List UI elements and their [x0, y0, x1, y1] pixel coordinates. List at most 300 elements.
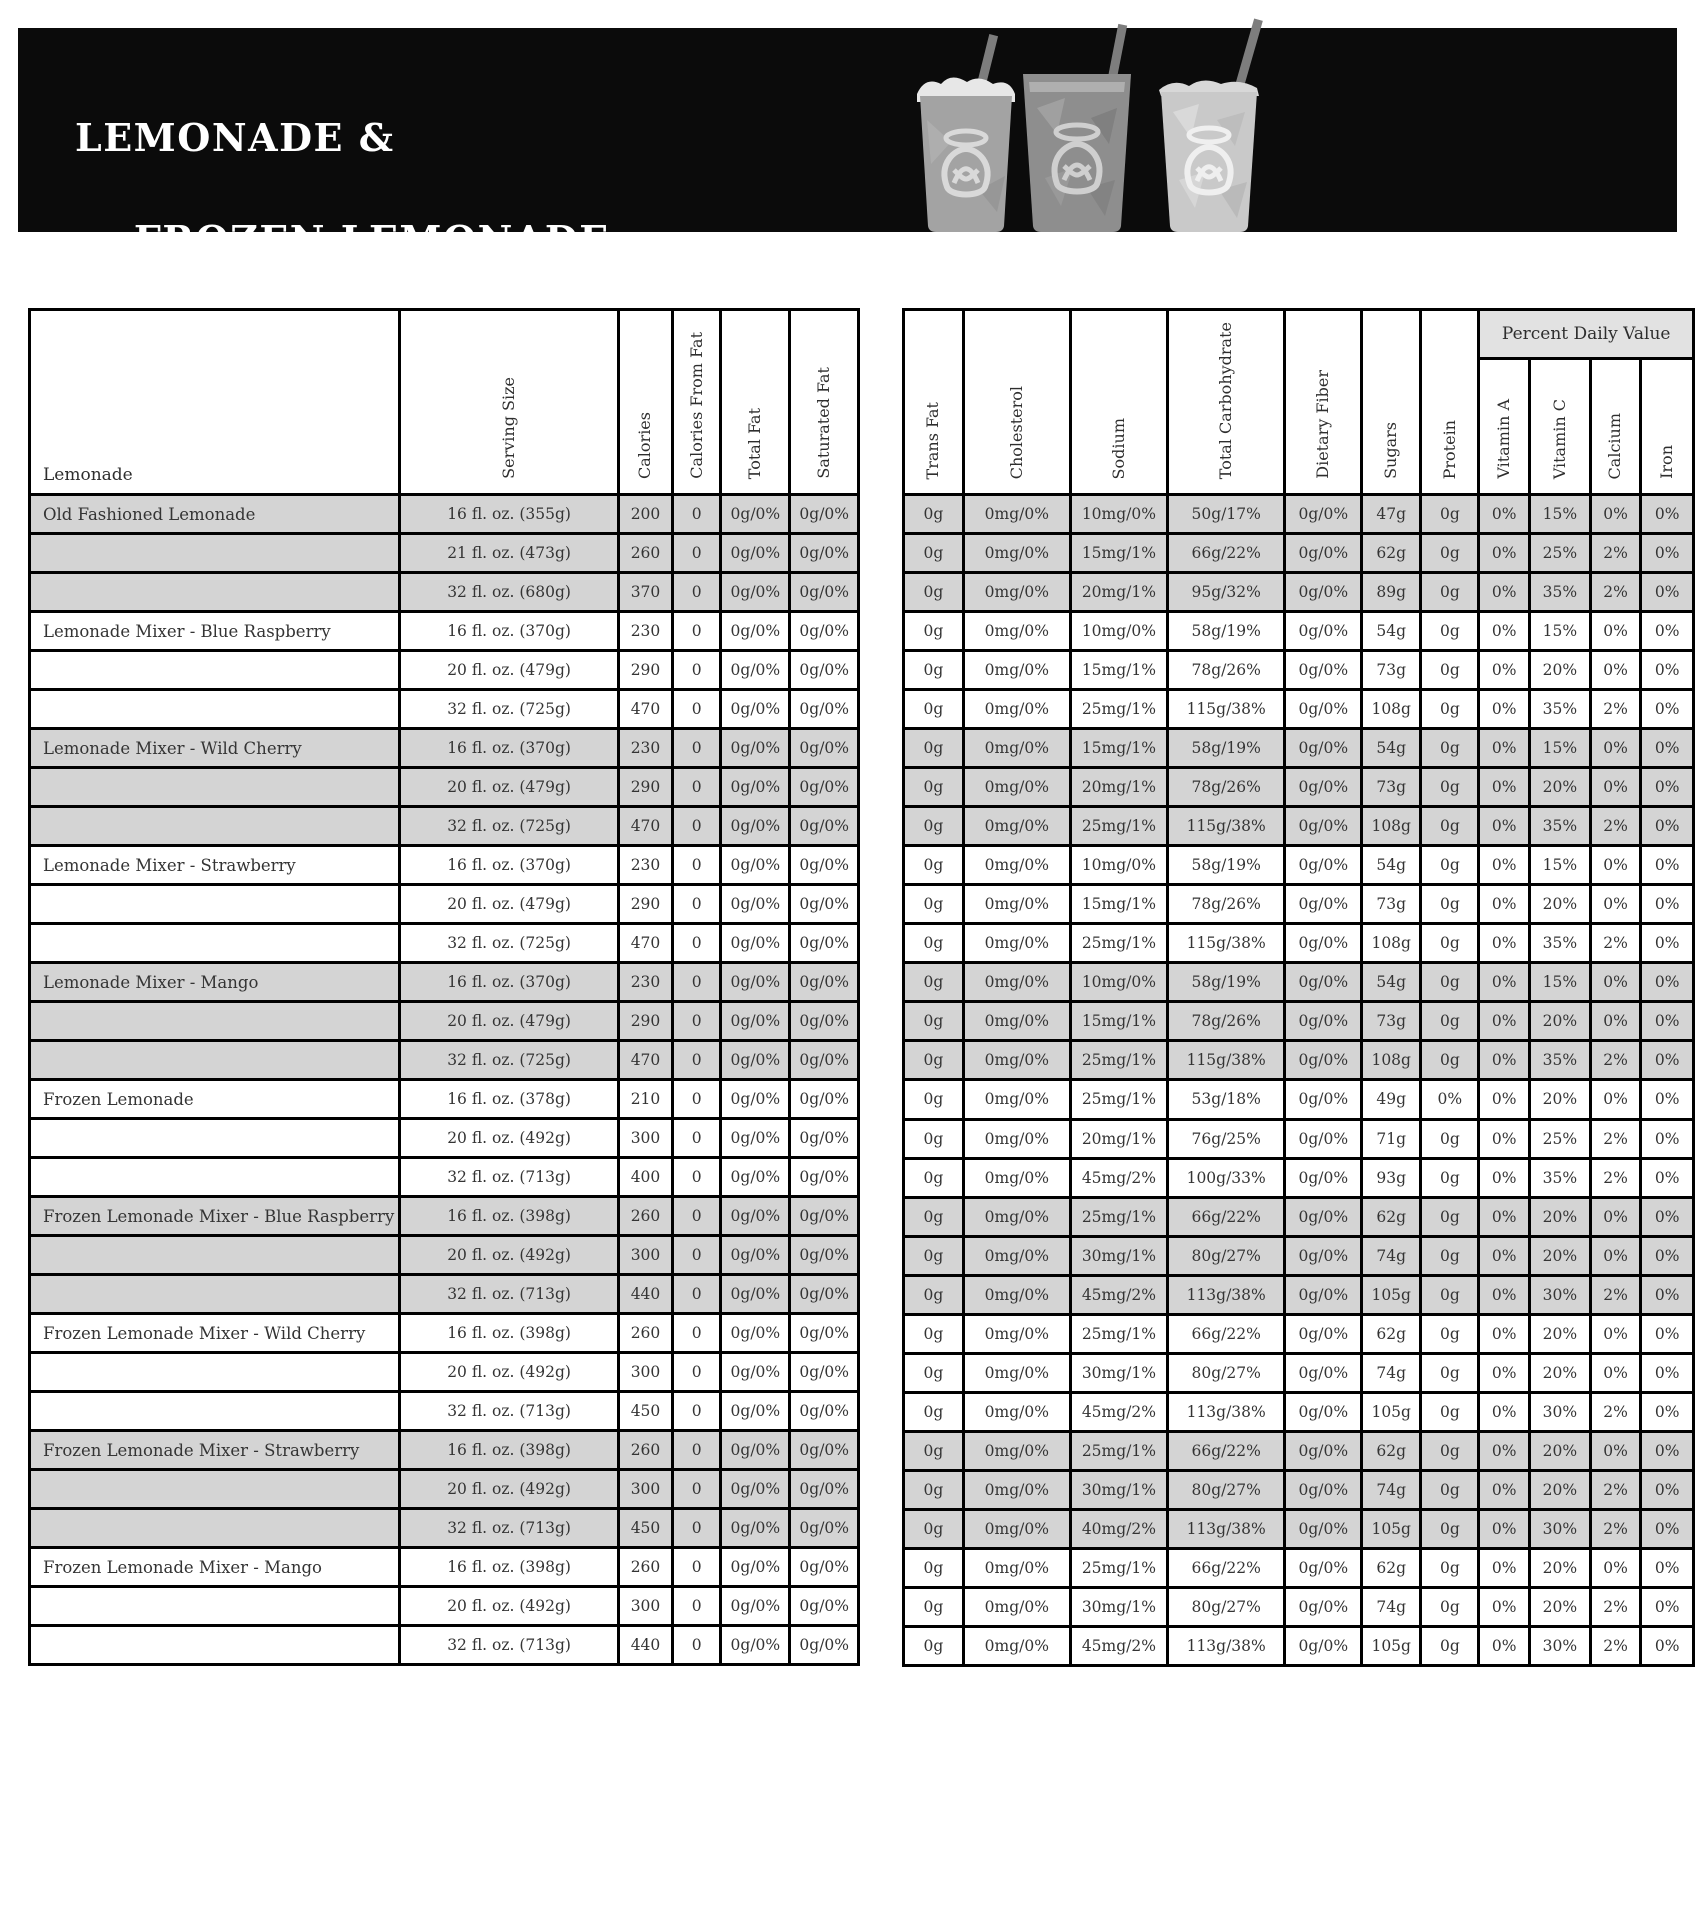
cell-fiber: 0g/0%: [1285, 1470, 1362, 1509]
cell-protein: 0g: [1421, 1431, 1479, 1470]
cell-calcium: 0%: [1590, 1080, 1641, 1119]
table-row: [30, 1041, 859, 1080]
cell-calcium: 0%: [1590, 1197, 1641, 1236]
cell-name: Old Fashioned Lemonade: [30, 495, 400, 534]
table-row: [30, 1470, 859, 1509]
cell-cal: 260: [618, 1314, 672, 1353]
cell-sodium: 20mg/1%: [1070, 1119, 1167, 1158]
cell-name: [30, 1392, 400, 1431]
cell-cal: 370: [618, 573, 672, 612]
cell-sodium: 30mg/1%: [1070, 1236, 1167, 1275]
cell-cff: 0: [673, 924, 721, 963]
cell-cal: 200: [618, 495, 672, 534]
table-row: [30, 1587, 859, 1626]
cell-cal: 300: [618, 1236, 672, 1275]
table-row: [904, 1002, 1694, 1041]
cell-name: [30, 1587, 400, 1626]
cell-cal: 300: [618, 1470, 672, 1509]
cell-protein: 0g: [1421, 1197, 1479, 1236]
col-header-sodium: Sodium: [1070, 310, 1167, 495]
cell-sugars: 47g: [1362, 495, 1421, 534]
cell-chol: 0mg/0%: [963, 612, 1070, 651]
cell-name: [30, 924, 400, 963]
cell-sf: 0g/0%: [790, 1275, 859, 1314]
cell-trans: 0g: [904, 495, 964, 534]
cell-sodium: 25mg/1%: [1070, 690, 1167, 729]
table-row: [904, 1626, 1694, 1665]
table-row: [30, 1275, 859, 1314]
cell-cff: 0: [673, 1275, 721, 1314]
cell-cff: 0: [673, 495, 721, 534]
cell-sugars: 74g: [1362, 1236, 1421, 1275]
cell-sf: 0g/0%: [790, 1626, 859, 1665]
cell-sugars: 62g: [1362, 1197, 1421, 1236]
cell-name: Lemonade Mixer - Strawberry: [30, 846, 400, 885]
cell-chol: 0mg/0%: [963, 768, 1070, 807]
cell-sodium: 10mg/0%: [1070, 612, 1167, 651]
cell-protein: 0%: [1421, 1080, 1479, 1119]
cell-va: 0%: [1479, 1431, 1530, 1470]
table-row: [904, 690, 1694, 729]
table-row: [904, 1314, 1694, 1353]
cell-va: 0%: [1479, 573, 1530, 612]
cell-chol: 0mg/0%: [963, 1392, 1070, 1431]
table-row: [30, 963, 859, 1002]
cell-iron: 0%: [1641, 807, 1694, 846]
cell-trans: 0g: [904, 1314, 964, 1353]
cell-carb: 76g/25%: [1167, 1119, 1285, 1158]
cell-sf: 0g/0%: [790, 1041, 859, 1080]
cell-protein: 0g: [1421, 885, 1479, 924]
cell-cff: 0: [673, 1041, 721, 1080]
cell-vc: 15%: [1530, 495, 1591, 534]
cell-sf: 0g/0%: [790, 1431, 859, 1470]
cell-sf: 0g/0%: [790, 690, 859, 729]
cell-calcium: 2%: [1590, 1509, 1641, 1548]
cell-name: [30, 1002, 400, 1041]
table-row: [30, 1431, 859, 1470]
cell-serving: 20 fl. oz. (479g): [400, 651, 619, 690]
cell-chol: 0mg/0%: [963, 807, 1070, 846]
cell-carb: 113g/38%: [1167, 1392, 1285, 1431]
cell-trans: 0g: [904, 924, 964, 963]
cell-chol: 0mg/0%: [963, 729, 1070, 768]
cell-vc: 35%: [1530, 807, 1591, 846]
right-header-row: [904, 310, 1694, 359]
col-header-lemonade: Lemonade: [30, 310, 400, 495]
table-row: [904, 1470, 1694, 1509]
percent-daily-value-header: Percent Daily Value: [1479, 310, 1694, 359]
cell-fiber: 0g/0%: [1285, 846, 1362, 885]
cell-tf: 0g/0%: [721, 573, 790, 612]
cell-va: 0%: [1479, 612, 1530, 651]
cell-carb: 113g/38%: [1167, 1509, 1285, 1548]
cell-sodium: 20mg/1%: [1070, 573, 1167, 612]
cell-chol: 0mg/0%: [963, 924, 1070, 963]
cell-tf: 0g/0%: [721, 651, 790, 690]
cell-sodium: 15mg/1%: [1070, 651, 1167, 690]
cell-iron: 0%: [1641, 612, 1694, 651]
cell-cff: 0: [673, 846, 721, 885]
cell-sugars: 108g: [1362, 1041, 1421, 1080]
cell-va: 0%: [1479, 1197, 1530, 1236]
cell-cal: 210: [618, 1080, 672, 1119]
cell-tf: 0g/0%: [721, 1626, 790, 1665]
cell-cal: 290: [618, 651, 672, 690]
page-title-line2: FROZEN LEMONADE: [133, 217, 610, 262]
cell-sf: 0g/0%: [790, 1548, 859, 1587]
table-row: [30, 573, 859, 612]
cell-name: [30, 807, 400, 846]
cell-chol: 0mg/0%: [963, 690, 1070, 729]
cell-vc: 25%: [1530, 534, 1591, 573]
cell-iron: 0%: [1641, 651, 1694, 690]
cell-protein: 0g: [1421, 1119, 1479, 1158]
table-row: [904, 495, 1694, 534]
cell-iron: 0%: [1641, 768, 1694, 807]
cell-vc: 20%: [1530, 1080, 1591, 1119]
cell-iron: 0%: [1641, 1353, 1694, 1392]
cell-cff: 0: [673, 1470, 721, 1509]
cell-trans: 0g: [904, 1119, 964, 1158]
cell-name: Frozen Lemonade Mixer - Blue Raspberry: [30, 1197, 400, 1236]
cell-serving: 32 fl. oz. (725g): [400, 1041, 619, 1080]
cell-name: Frozen Lemonade Mixer - Strawberry: [30, 1431, 400, 1470]
col-header-trans-fat: Trans Fat: [904, 310, 964, 495]
cell-sodium: 15mg/1%: [1070, 885, 1167, 924]
cell-carb: 66g/22%: [1167, 1548, 1285, 1587]
cell-va: 0%: [1479, 1626, 1530, 1665]
cell-trans: 0g: [904, 1548, 964, 1587]
cell-carb: 78g/26%: [1167, 651, 1285, 690]
cell-iron: 0%: [1641, 1041, 1694, 1080]
cell-sugars: 108g: [1362, 690, 1421, 729]
cell-cal: 290: [618, 885, 672, 924]
cell-cff: 0: [673, 807, 721, 846]
cell-serving: 16 fl. oz. (370g): [400, 729, 619, 768]
cell-sodium: 15mg/1%: [1070, 1002, 1167, 1041]
table-row: [30, 807, 859, 846]
cell-fiber: 0g/0%: [1285, 1002, 1362, 1041]
col-header-protein: Protein: [1421, 310, 1479, 495]
cell-sodium: 45mg/2%: [1070, 1275, 1167, 1314]
cell-iron: 0%: [1641, 1587, 1694, 1626]
cell-iron: 0%: [1641, 1197, 1694, 1236]
cell-vc: 30%: [1530, 1626, 1591, 1665]
cell-iron: 0%: [1641, 1392, 1694, 1431]
cell-vc: 20%: [1530, 1236, 1591, 1275]
cell-name: Lemonade Mixer - Blue Raspberry: [30, 612, 400, 651]
cell-serving: 16 fl. oz. (370g): [400, 612, 619, 651]
cell-tf: 0g/0%: [721, 1041, 790, 1080]
cell-name: [30, 1041, 400, 1080]
cell-protein: 0g: [1421, 729, 1479, 768]
cell-fiber: 0g/0%: [1285, 924, 1362, 963]
table-row: [30, 846, 859, 885]
cell-tf: 0g/0%: [721, 1587, 790, 1626]
cell-name: [30, 534, 400, 573]
col-header-serving-size: Serving Size: [400, 310, 619, 495]
cell-carb: 58g/19%: [1167, 963, 1285, 1002]
cell-va: 0%: [1479, 807, 1530, 846]
cell-protein: 0g: [1421, 846, 1479, 885]
cell-cff: 0: [673, 573, 721, 612]
table-row: [904, 846, 1694, 885]
table-row: [904, 1353, 1694, 1392]
table-row: [904, 1509, 1694, 1548]
col-header-calories: Calories: [618, 310, 672, 495]
cell-name: Frozen Lemonade: [30, 1080, 400, 1119]
cell-vc: 20%: [1530, 885, 1591, 924]
cell-sodium: 30mg/1%: [1070, 1587, 1167, 1626]
right-table-body: [904, 495, 1694, 1666]
table-row: [904, 1080, 1694, 1119]
cell-carb: 78g/26%: [1167, 768, 1285, 807]
cell-carb: 53g/18%: [1167, 1080, 1285, 1119]
col-header-calories-from-fat: Calories From Fat: [673, 310, 721, 495]
cell-serving: 20 fl. oz. (479g): [400, 768, 619, 807]
cell-va: 0%: [1479, 924, 1530, 963]
cell-cal: 470: [618, 1041, 672, 1080]
cell-vc: 30%: [1530, 1392, 1591, 1431]
table-row: [904, 1548, 1694, 1587]
cell-vc: 35%: [1530, 573, 1591, 612]
cell-cal: 450: [618, 1392, 672, 1431]
cell-iron: 0%: [1641, 1431, 1694, 1470]
cell-va: 0%: [1479, 651, 1530, 690]
cell-tf: 0g/0%: [721, 534, 790, 573]
cell-sf: 0g/0%: [790, 1392, 859, 1431]
cell-calcium: 0%: [1590, 885, 1641, 924]
cell-va: 0%: [1479, 846, 1530, 885]
cell-sodium: 30mg/1%: [1070, 1470, 1167, 1509]
cell-cff: 0: [673, 1626, 721, 1665]
cell-protein: 0g: [1421, 1509, 1479, 1548]
cell-sodium: 20mg/1%: [1070, 768, 1167, 807]
cell-serving: 16 fl. oz. (398g): [400, 1548, 619, 1587]
cell-sugars: 54g: [1362, 963, 1421, 1002]
cell-vc: 35%: [1530, 690, 1591, 729]
cell-va: 0%: [1479, 690, 1530, 729]
cell-sodium: 25mg/1%: [1070, 1548, 1167, 1587]
table-row: [30, 651, 859, 690]
cell-name: [30, 768, 400, 807]
cell-sodium: 10mg/0%: [1070, 963, 1167, 1002]
cell-sugars: 54g: [1362, 612, 1421, 651]
cell-va: 0%: [1479, 729, 1530, 768]
cell-sodium: 45mg/2%: [1070, 1158, 1167, 1197]
lemonade-serving-table: [28, 308, 860, 1666]
cell-sf: 0g/0%: [790, 1197, 859, 1236]
cell-tf: 0g/0%: [721, 1509, 790, 1548]
cell-fiber: 0g/0%: [1285, 1197, 1362, 1236]
cell-trans: 0g: [904, 729, 964, 768]
cell-tf: 0g/0%: [721, 1236, 790, 1275]
table-row: [30, 1119, 859, 1158]
table-row: [30, 612, 859, 651]
cell-trans: 0g: [904, 1158, 964, 1197]
table-row: [30, 1626, 859, 1665]
cell-cff: 0: [673, 729, 721, 768]
cell-sf: 0g/0%: [790, 768, 859, 807]
cell-name: [30, 1236, 400, 1275]
cell-chol: 0mg/0%: [963, 1275, 1070, 1314]
cell-vc: 20%: [1530, 1314, 1591, 1353]
cell-serving: 32 fl. oz. (680g): [400, 573, 619, 612]
cell-iron: 0%: [1641, 846, 1694, 885]
cell-fiber: 0g/0%: [1285, 807, 1362, 846]
cell-name: [30, 573, 400, 612]
table-row: [30, 768, 859, 807]
cell-sodium: 25mg/1%: [1070, 1314, 1167, 1353]
cell-cff: 0: [673, 1080, 721, 1119]
cell-protein: 0g: [1421, 1314, 1479, 1353]
col-header-calcium: Calcium: [1590, 359, 1641, 495]
cell-serving: 16 fl. oz. (398g): [400, 1314, 619, 1353]
cell-sugars: 54g: [1362, 729, 1421, 768]
cell-protein: 0g: [1421, 924, 1479, 963]
cell-chol: 0mg/0%: [963, 1626, 1070, 1665]
cell-trans: 0g: [904, 612, 964, 651]
cell-cal: 230: [618, 729, 672, 768]
cell-chol: 0mg/0%: [963, 1002, 1070, 1041]
cell-name: Frozen Lemonade Mixer - Wild Cherry: [30, 1314, 400, 1353]
cell-protein: 0g: [1421, 1392, 1479, 1431]
cell-carb: 80g/27%: [1167, 1587, 1285, 1626]
cell-vc: 15%: [1530, 963, 1591, 1002]
cell-sf: 0g/0%: [790, 1314, 859, 1353]
col-header-saturated-fat: Saturated Fat: [790, 310, 859, 495]
cell-serving: 20 fl. oz. (479g): [400, 885, 619, 924]
cell-protein: 0g: [1421, 573, 1479, 612]
cell-cff: 0: [673, 1548, 721, 1587]
cell-sf: 0g/0%: [790, 1470, 859, 1509]
cell-sugars: 74g: [1362, 1353, 1421, 1392]
cell-serving: 16 fl. oz. (398g): [400, 1197, 619, 1236]
cell-calcium: 0%: [1590, 1353, 1641, 1392]
cell-chol: 0mg/0%: [963, 534, 1070, 573]
cell-iron: 0%: [1641, 1626, 1694, 1665]
cell-calcium: 2%: [1590, 534, 1641, 573]
cell-serving: 20 fl. oz. (479g): [400, 1002, 619, 1041]
cell-sugars: 62g: [1362, 1548, 1421, 1587]
cell-va: 0%: [1479, 1275, 1530, 1314]
cell-sf: 0g/0%: [790, 1509, 859, 1548]
cell-carb: 80g/27%: [1167, 1353, 1285, 1392]
cell-calcium: 0%: [1590, 768, 1641, 807]
table-row: [904, 534, 1694, 573]
table-row: [30, 1314, 859, 1353]
cell-cff: 0: [673, 1158, 721, 1197]
cell-tf: 0g/0%: [721, 729, 790, 768]
cell-fiber: 0g/0%: [1285, 690, 1362, 729]
cell-serving: 20 fl. oz. (492g): [400, 1119, 619, 1158]
table-row: [30, 1548, 859, 1587]
cell-cff: 0: [673, 1392, 721, 1431]
cell-cal: 230: [618, 846, 672, 885]
cell-sugars: 73g: [1362, 1002, 1421, 1041]
cell-cal: 440: [618, 1626, 672, 1665]
page-title: [75, 112, 610, 265]
cell-tf: 0g/0%: [721, 1431, 790, 1470]
cell-sugars: 93g: [1362, 1158, 1421, 1197]
cell-sf: 0g/0%: [790, 1587, 859, 1626]
cell-fiber: 0g/0%: [1285, 1626, 1362, 1665]
cell-sugars: 74g: [1362, 1470, 1421, 1509]
cell-va: 0%: [1479, 1548, 1530, 1587]
cell-cal: 440: [618, 1275, 672, 1314]
cell-fiber: 0g/0%: [1285, 1392, 1362, 1431]
cell-protein: 0g: [1421, 1158, 1479, 1197]
cell-cff: 0: [673, 1002, 721, 1041]
cell-fiber: 0g/0%: [1285, 1314, 1362, 1353]
cell-sugars: 108g: [1362, 924, 1421, 963]
cell-va: 0%: [1479, 1509, 1530, 1548]
cell-vc: 20%: [1530, 1353, 1591, 1392]
cell-va: 0%: [1479, 1587, 1530, 1626]
cell-name: [30, 1158, 400, 1197]
cell-vc: 15%: [1530, 846, 1591, 885]
table-row: [904, 1587, 1694, 1626]
cell-va: 0%: [1479, 768, 1530, 807]
cell-sugars: 74g: [1362, 1587, 1421, 1626]
cell-calcium: 2%: [1590, 690, 1641, 729]
cell-chol: 0mg/0%: [963, 1236, 1070, 1275]
cell-vc: 30%: [1530, 1509, 1591, 1548]
cell-tf: 0g/0%: [721, 1002, 790, 1041]
cell-name: Lemonade Mixer - Mango: [30, 963, 400, 1002]
table-row: [30, 729, 859, 768]
cell-fiber: 0g/0%: [1285, 573, 1362, 612]
cell-cff: 0: [673, 1119, 721, 1158]
cell-chol: 0mg/0%: [963, 1041, 1070, 1080]
cell-sugars: 49g: [1362, 1080, 1421, 1119]
cell-carb: 50g/17%: [1167, 495, 1285, 534]
cell-tf: 0g/0%: [721, 1080, 790, 1119]
cell-fiber: 0g/0%: [1285, 1236, 1362, 1275]
cell-cff: 0: [673, 651, 721, 690]
table-row: [30, 1158, 859, 1197]
cell-trans: 0g: [904, 1236, 964, 1275]
table-row: [30, 1080, 859, 1119]
cell-sf: 0g/0%: [790, 612, 859, 651]
cell-vc: 35%: [1530, 924, 1591, 963]
table-row: [904, 1236, 1694, 1275]
table-row: [30, 1197, 859, 1236]
table-row: [30, 1509, 859, 1548]
cell-trans: 0g: [904, 1626, 964, 1665]
cell-trans: 0g: [904, 534, 964, 573]
cell-sf: 0g/0%: [790, 846, 859, 885]
cell-protein: 0g: [1421, 690, 1479, 729]
cell-sugars: 105g: [1362, 1509, 1421, 1548]
cell-carb: 66g/22%: [1167, 1314, 1285, 1353]
cell-cal: 260: [618, 1197, 672, 1236]
cell-trans: 0g: [904, 1470, 964, 1509]
cell-sugars: 62g: [1362, 1314, 1421, 1353]
cell-carb: 113g/38%: [1167, 1275, 1285, 1314]
cell-cff: 0: [673, 1509, 721, 1548]
cell-carb: 80g/27%: [1167, 1236, 1285, 1275]
cell-vc: 20%: [1530, 1587, 1591, 1626]
cell-calcium: 2%: [1590, 924, 1641, 963]
cell-iron: 0%: [1641, 885, 1694, 924]
cell-serving: 32 fl. oz. (713g): [400, 1158, 619, 1197]
cell-sodium: 25mg/1%: [1070, 1431, 1167, 1470]
cell-protein: 0g: [1421, 651, 1479, 690]
cell-sugars: 105g: [1362, 1626, 1421, 1665]
cell-serving: 16 fl. oz. (355g): [400, 495, 619, 534]
